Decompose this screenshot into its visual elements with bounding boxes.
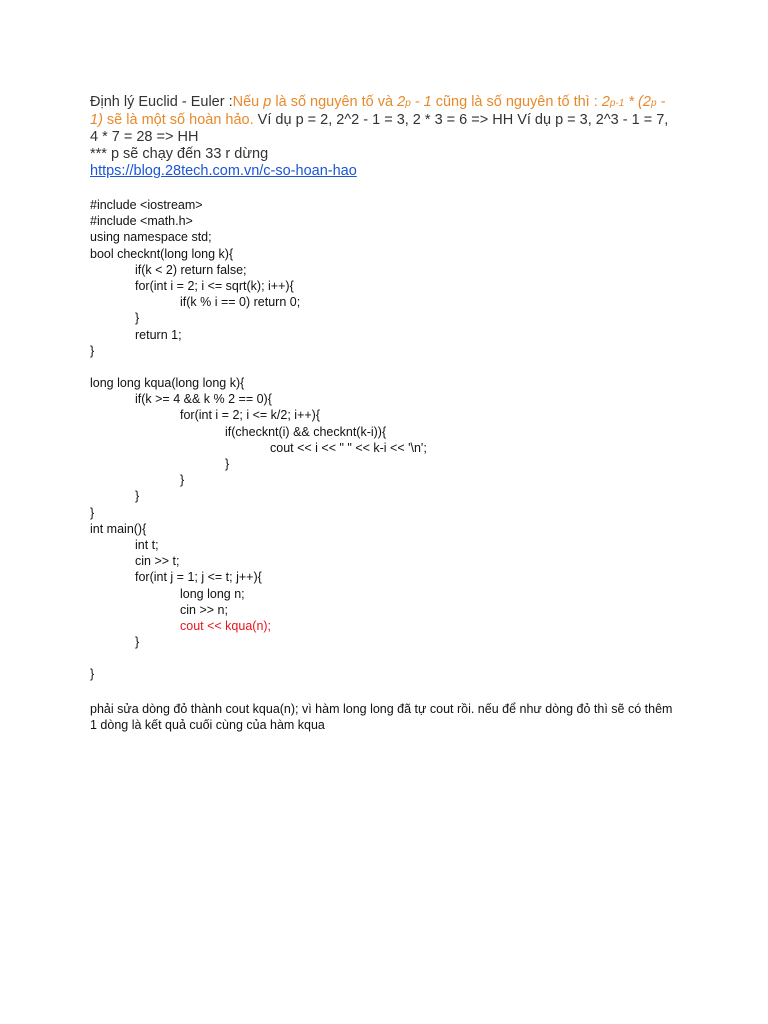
code-line: cin >> n; (180, 602, 228, 617)
code-line: #include <iostream> (90, 198, 203, 212)
code-line: } (90, 505, 95, 520)
code-line: bool checknt(long long k){ (90, 246, 234, 261)
code-line: if(checknt(i) && checknt(k-i)){ (225, 424, 387, 439)
power-base: 2 (601, 94, 610, 110)
variable-p: p (263, 94, 272, 110)
code-line: for(int i = 2; i <= k/2; i++){ (180, 408, 321, 423)
statement-part: - 1) (90, 94, 666, 128)
footer-note: phải sửa dòng đỏ thành cout kqua(n); vì hàm long long đã tự cout rồi. nếu để như dòng đỏ thì sẽ có thêm 1 dòng là kết quả cuối cùng của hàm kqua (90, 701, 673, 733)
power-exponent: p (405, 98, 411, 109)
code-line: if(k >= 4 && k % 2 == 0){ (135, 392, 272, 407)
code-line: } (180, 473, 185, 488)
code-line: for(int j = 1; j <= t; j++){ (135, 570, 262, 585)
statement-part: sẽ là một số hoàn hảo. (102, 112, 254, 128)
reference-link[interactable]: https://blog.28tech.com.vn/c-so-hoan-hao (90, 163, 357, 179)
code-line: int main(){ (90, 521, 147, 536)
theorem-paragraph (90, 94, 680, 180)
power-exponent: p (650, 98, 657, 109)
code-line: cin >> t; (135, 554, 180, 569)
code-line (90, 359, 680, 375)
statement-part: cũng là số nguyên tố thì : (431, 94, 602, 110)
code-line: #include <math.h> (90, 214, 193, 229)
code-line: if(k < 2) return false; (135, 262, 247, 277)
code-line: if(k % i == 0) return 0; (180, 295, 301, 310)
code-line: return 1; (135, 327, 182, 342)
run-note: *** p sẽ chạy đến 33 r dừng (90, 146, 269, 162)
code-line: } (90, 343, 95, 358)
code-line: long long n; (180, 586, 245, 601)
code-line: } (135, 635, 140, 650)
power-base: 2 (642, 94, 651, 110)
theorem-label: Định lý Euclid - Euler : (90, 94, 233, 110)
statement-part: - 1 (410, 94, 432, 110)
document-page (90, 94, 680, 734)
code-line (90, 650, 680, 666)
code-line: using namespace std; (90, 230, 212, 245)
code-line: int t; (135, 537, 159, 552)
code-line: } (225, 457, 230, 471)
example-text: Ví dụ p = 2, 2^2 - 1 = 3, 2 * 3 = 6 => HH Ví dụ p = 3, 2^3 - 1 = 7, 4 * 7 = 28 => HH (90, 112, 669, 145)
code-line: cout << i << " " << k-i << '\n'; (270, 440, 427, 455)
statement-part: Nếu (232, 94, 264, 110)
code-line: } (90, 667, 95, 682)
code-line: } (135, 311, 140, 326)
statement-part: * ( (624, 94, 643, 110)
code-line: long long kqua(long long k){ (90, 376, 245, 391)
code-block (90, 197, 680, 683)
statement-part: là số nguyên tố và (271, 94, 398, 110)
code-line: } (135, 489, 140, 504)
code-line-highlighted: cout << kqua(n); (180, 618, 272, 633)
power-exponent: p-1 (609, 98, 625, 109)
code-line: for(int i = 2; i <= sqrt(k); i++){ (135, 278, 294, 293)
power-base: 2 (397, 94, 406, 110)
